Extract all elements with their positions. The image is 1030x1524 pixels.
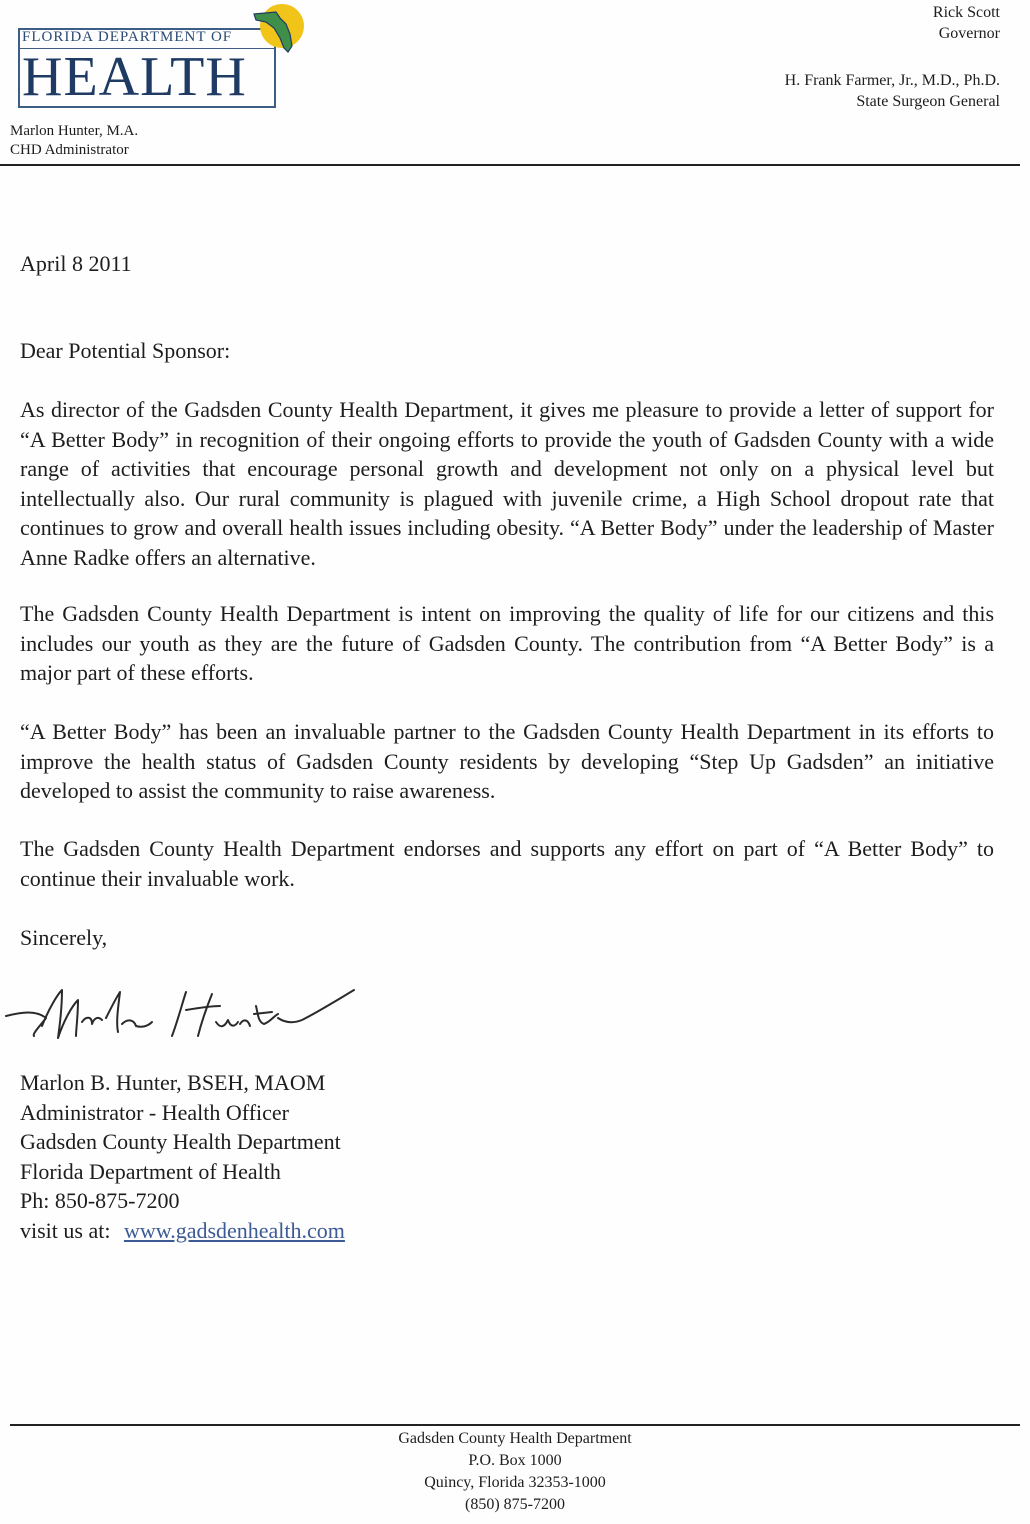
- body-paragraph-2: The Gadsden County Health Department is intent on improving the quality of life for our citizens and this includes our youth as they are the future of Gadsden County. The contribution from “A Better Body” is a major part of these efforts.: [20, 601, 994, 685]
- signer-name: Marlon B. Hunter, BSEH, MAOM: [20, 1070, 326, 1095]
- body-paragraph-4: The Gadsden County Health Department endorses and supports any effort on part of “A Better Body” to continue their invaluable work.: [20, 836, 994, 891]
- signer-phone: Ph: 850-875-7200: [20, 1188, 180, 1213]
- signature-block: [20, 1068, 345, 1245]
- florida-sun-icon: [246, 2, 306, 62]
- governor-title: Governor: [938, 25, 1000, 42]
- visit-label: visit us at:: [20, 1217, 111, 1243]
- administrator-block: [10, 122, 138, 160]
- administrator-name: Marlon Hunter, M.A.: [10, 123, 139, 139]
- florida-doh-logo: [16, 2, 306, 114]
- logo-main-text: HEALTH: [22, 46, 247, 108]
- footer-phone: (850) 875-7200: [465, 1496, 565, 1513]
- body-paragraph-1: As director of the Gadsden County Health Department, it gives me pleasure to provide a letter of support for “A Better Body” in recognition of their ongoing efforts to provide the youth of Gadsden County with a wide range of activities that encourage personal growth and development not only on a physical level but intellectually also. Our rural community is plagued with juvenile crime, a High School dropout rate that continues to grow and overall health issues including obesity. “A Better Body” under the leadership of Master Anne Radke offers an alternative.: [20, 397, 994, 570]
- signer-department: Gadsden County Health Department: [20, 1129, 341, 1154]
- footer-rule: [10, 1424, 1020, 1426]
- body-paragraph-3: “A Better Body” has been an invaluable partner to the Gadsden County Health Department in its efforts to improve the health status of Gadsden County residents by developing “Step Up Gadsden” an initiative developed to assist the community to raise awareness.: [20, 719, 994, 803]
- surgeon-general-title: State Surgeon General: [856, 93, 1000, 110]
- governor-name: Rick Scott: [932, 4, 1000, 21]
- website-line: [20, 1216, 345, 1246]
- surgeon-general-name: H. Frank Farmer, Jr., M.D., Ph.D.: [784, 72, 1000, 89]
- header-rule: [0, 164, 1020, 166]
- footer-department: Gadsden County Health Department: [398, 1430, 632, 1447]
- letter-date: April 8 2011: [20, 251, 132, 276]
- footer-city: Quincy, Florida 32353-1000: [424, 1474, 606, 1491]
- footer-address: [0, 1428, 1030, 1516]
- signer-title: Administrator - Health Officer: [20, 1099, 290, 1125]
- footer-po-box: P.O. Box 1000: [468, 1452, 562, 1469]
- salutation: Dear Potential Sponsor:: [20, 338, 231, 363]
- logo-top-text: FLORIDA DEPARTMENT OF: [22, 29, 233, 45]
- officials-block: [785, 2, 1000, 112]
- closing: Sincerely,: [20, 925, 108, 950]
- handwritten-signature: [2, 976, 362, 1066]
- website-link[interactable]: www.gadsdenhealth.com: [123, 1217, 345, 1243]
- administrator-title: CHD Administrator: [10, 142, 129, 158]
- signer-agency: Florida Department of Health: [20, 1158, 281, 1184]
